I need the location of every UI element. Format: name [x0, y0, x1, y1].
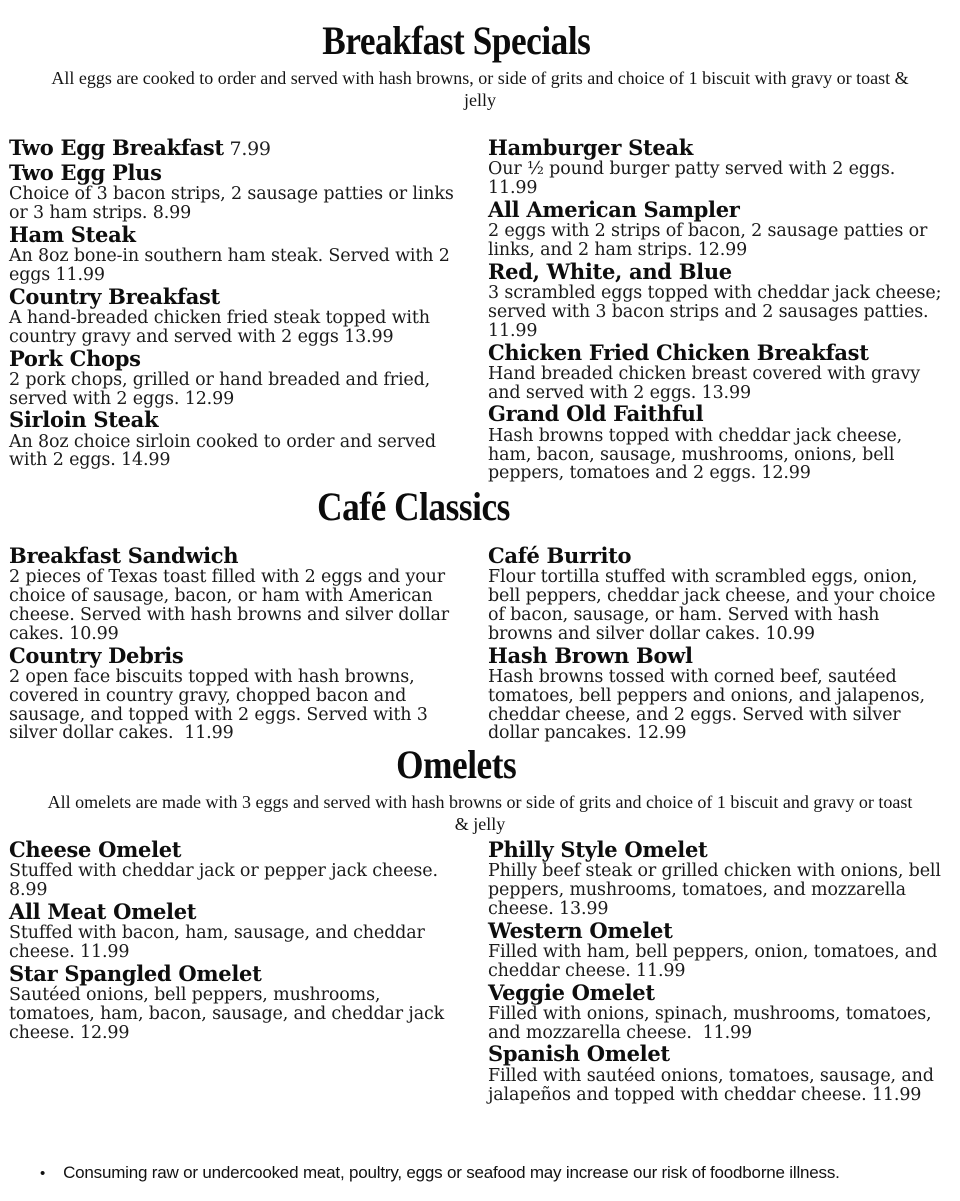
menu-item-name-text: Star Spangled Omelet [9, 960, 262, 986]
omelets-columns [0, 838, 960, 1105]
menu-item-description: Hash browns topped with cheddar jack cheese, ham, bacon, sausage, mushrooms, onions, bell peppers, tomatoes and 2 eggs. 12.99 [488, 425, 908, 484]
menu-item [9, 900, 469, 962]
menu-item-name [9, 962, 469, 986]
menu-item-name-text: Breakfast Sandwich [9, 542, 239, 568]
menu-item-name-text: Grand Old Faithful [488, 401, 704, 427]
menu-item-name-text: Red, White, and Blue [488, 258, 732, 284]
menu-item-name-text: All American Sampler [488, 196, 740, 222]
menu-item-description: An 8oz bone-in southern ham steak. Served with 2 eggs 11.99 [9, 245, 456, 285]
menu-item-name [488, 838, 948, 862]
bullet-icon: • [40, 1165, 46, 1182]
menu-item-description: Stuffed with bacon, ham, sausage, and cheddar cheese. 11.99 [9, 922, 431, 962]
menu-item-name-text: Country Debris [9, 642, 184, 668]
menu-item [9, 347, 469, 409]
section-title-cafe-classics [0, 483, 828, 529]
omelets-header [0, 741, 912, 787]
menu-item [9, 161, 469, 223]
menu-item [488, 544, 948, 644]
menu-item-name-text: Country Breakfast [9, 283, 220, 309]
menu-item-description: Flour tortilla stuffed with scrambled eggs, onion, bell peppers, cheddar jack cheese, and your choice of bacon, sausage, or ham. Served with hash browns and silver dollar cakes. 10.99 [488, 567, 941, 644]
menu-item-description: Hash browns tossed with corned beef, sautéed tomatoes, bell peppers and onions, and jalapenos, cheddar cheese, and 2 eggs. Served with silver dollar pancakes. 12.99 [488, 666, 931, 744]
menu-item-name [9, 161, 469, 185]
menu-item-name [9, 900, 469, 924]
menu-item-description: A hand-breaded chicken fried steak topped with country gravy and served with 2 eggs 13.99 [9, 307, 436, 347]
menu-item-name [488, 136, 948, 160]
menu-item-name-text: Western Omelet [488, 917, 673, 943]
omelets-right-column [488, 838, 948, 1105]
menu-item-name-text: Ham Steak [9, 221, 136, 247]
menu-item [488, 1042, 948, 1104]
footer-disclaimer-text: Consuming raw or undercooked meat, poultry, eggs or seafood may increase our risk of foodborne illness. [63, 1163, 840, 1182]
section-title-omelets [0, 741, 912, 787]
breakfast-specials-columns [0, 136, 960, 486]
menu-item-name-text: Spanish Omelet [488, 1041, 670, 1067]
menu-item [488, 838, 948, 919]
menu-item-name [488, 341, 948, 365]
menu-item [488, 260, 948, 341]
section-title-breakfast-specials [0, 20, 912, 62]
menu-item-name-text: Two Egg Plus [9, 159, 162, 185]
menu-item-description: Filled with onions, spinach, mushrooms, tomatoes, and mozzarella cheese. 11.99 [488, 1003, 937, 1043]
menu-item-name-text: Café Burrito [488, 542, 632, 568]
menu-item-name-text: Pork Chops [9, 345, 141, 371]
menu-item-name [488, 644, 948, 668]
footer-disclaimer [40, 1163, 840, 1183]
menu-item-description: 2 eggs with 2 strips of bacon, 2 sausage patties or links, and 2 ham strips. 12.99 [488, 220, 933, 260]
menu-item-description: 2 pork chops, grilled or hand breaded and fried, served with 2 eggs. 12.99 [9, 369, 436, 409]
menu-item-price: 7.99 [223, 137, 271, 160]
menu-item [488, 341, 948, 403]
menu-item [9, 838, 469, 900]
omelets-left-column [9, 838, 469, 1043]
menu-item-name [488, 198, 948, 222]
cafe-classics-right-column [488, 544, 948, 743]
menu-item-description: Our ½ pound burger patty served with 2 eggs. 11.99 [488, 159, 901, 198]
menu-item-name-text: Veggie Omelet [488, 979, 655, 1005]
menu-item-description: Hand breaded chicken breast covered with gravy and served with 2 eggs. 13.99 [488, 363, 926, 403]
menu-item-name [488, 260, 948, 284]
menu-item-name-text: Hamburger Steak [488, 134, 693, 160]
menu-item [9, 136, 469, 161]
menu-item [488, 981, 948, 1043]
breakfast-specials-left-column [9, 136, 469, 470]
menu-item [488, 919, 948, 981]
menu-item-name-text: All Meat Omelet [9, 898, 197, 924]
menu-item-description: Stuffed with cheddar jack or pepper jack cheese. 8.99 [9, 860, 444, 900]
menu-item-description: Choice of 3 bacon strips, 2 sausage patties or links or 3 ham strips. 8.99 [9, 183, 460, 223]
breakfast-specials-header [0, 20, 912, 62]
menu-item-name [488, 981, 948, 1005]
menu-item [9, 223, 469, 285]
menu-item-description: Sautéed onions, bell peppers, mushrooms, tomatoes, ham, bacon, sausage, and cheddar jack cheese. 12.99 [9, 984, 450, 1043]
menu-item [488, 402, 948, 483]
menu-item-name-text: Cheese Omelet [9, 836, 182, 862]
menu-item-name-text: Hash Brown Bowl [488, 642, 693, 668]
menu-item [488, 644, 948, 744]
menu-item-name [488, 544, 948, 568]
menu-item-name [9, 347, 469, 371]
menu-item [9, 408, 469, 470]
menu-item [9, 544, 469, 644]
cafe-classics-columns [0, 544, 960, 744]
menu-item-name-text: Chicken Fried Chicken Breakfast [488, 339, 869, 365]
cafe-classics-header [0, 483, 828, 529]
breakfast-specials-subtitle: All eggs are cooked to order and served with hash browns, or side of grits and choice of 1 biscuit with gravy or toast & jelly [51, 68, 909, 110]
menu-item-description: Filled with sautéed onions, tomatoes, sausage, and jalapeños and topped with cheddar cheese. 11.99 [488, 1065, 940, 1105]
menu-item-name [9, 285, 469, 309]
menu-item-name [488, 402, 948, 426]
menu-item-description: 2 open face biscuits topped with hash browns, covered in country gravy, chopped bacon and sausage, and topped with 2 eggs. Served with 3 silver dollar cakes. 11.99 [9, 666, 434, 744]
menu-item-name-text: Sirloin Steak [9, 407, 159, 433]
menu-item [488, 198, 948, 260]
section-title-text: Omelets [395, 741, 517, 787]
menu-item-description: An 8oz choice sirloin cooked to order and served with 2 eggs. 14.99 [9, 431, 442, 471]
menu-item [9, 285, 469, 347]
section-title-text: Café Classics [317, 483, 511, 529]
menu-item-description: Filled with ham, bell peppers, onion, tomatoes, and cheddar cheese. 11.99 [488, 941, 943, 981]
menu-item [488, 136, 948, 198]
menu-item [9, 962, 469, 1043]
menu-item-name [9, 136, 469, 161]
menu-item-name [9, 223, 469, 247]
menu-item-name [488, 919, 948, 943]
menu-item-description: 2 pieces of Texas toast filled with 2 eggs and your choice of sausage, bacon, or ham with American cheese. Served with hash browns and silver dollar cakes. 10.99 [9, 567, 455, 644]
breakfast-specials-right-column [488, 136, 948, 483]
menu-item-name [9, 544, 469, 568]
menu-item-name-text: Two Egg Breakfast [9, 134, 224, 160]
menu-item [9, 644, 469, 744]
menu-item-name [488, 1042, 948, 1066]
menu-item-description: 3 scrambled eggs topped with cheddar jack cheese; served with 3 bacon strips and 2 sausages patties. 11.99 [488, 282, 947, 341]
menu-item-name [9, 408, 469, 432]
cafe-classics-left-column [9, 544, 469, 743]
section-title-text: Breakfast Specials [321, 18, 591, 63]
menu-item-name-text: Philly Style Omelet [488, 836, 708, 862]
menu-item-description: Philly beef steak or grilled chicken with onions, bell peppers, mushrooms, tomatoes, and mozzarella cheese. 13.99 [488, 860, 947, 919]
omelets-subtitle: All omelets are made with 3 eggs and served with hash browns or side of grits and choice of 1 biscuit and gravy or toast & jelly [47, 791, 913, 834]
menu-item-name [9, 838, 469, 862]
menu-item-name [9, 644, 469, 668]
